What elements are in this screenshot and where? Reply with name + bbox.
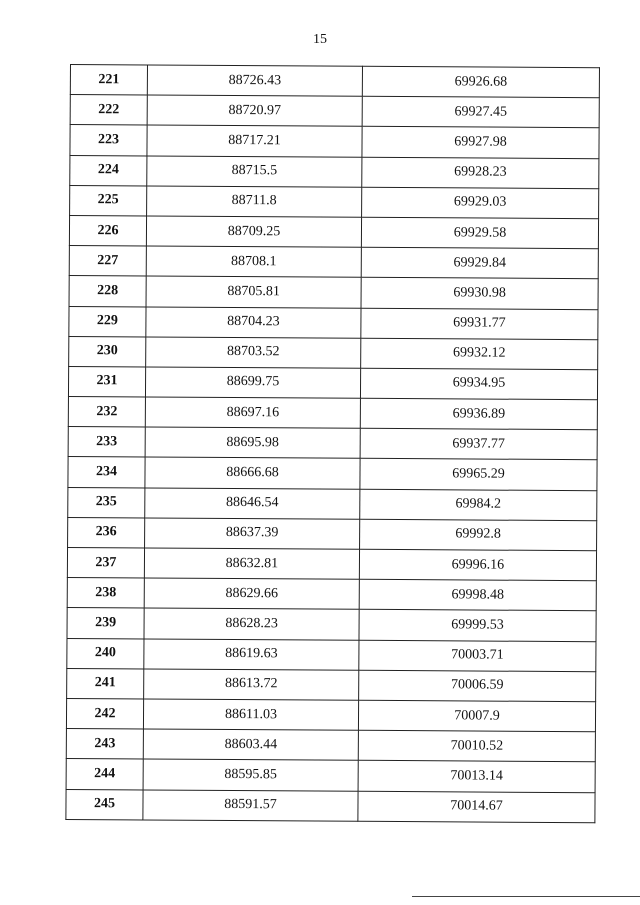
y-coordinate-cell: 69996.16 xyxy=(359,549,596,581)
x-coordinate-cell: 88720.97 xyxy=(147,95,362,127)
y-coordinate-cell: 69929.03 xyxy=(362,187,599,219)
table-row xyxy=(69,215,598,248)
y-coordinate-cell: 69992.8 xyxy=(360,519,597,551)
x-coordinate-cell: 88704.23 xyxy=(146,306,361,338)
table-row xyxy=(69,276,598,309)
y-coordinate-cell: 69927.98 xyxy=(362,127,599,159)
x-coordinate-cell: 88611.03 xyxy=(143,699,358,731)
y-coordinate-cell: 69936.89 xyxy=(360,398,597,430)
y-coordinate-cell: 69930.98 xyxy=(361,278,598,310)
y-coordinate-cell: 70007.9 xyxy=(358,700,595,732)
table-row xyxy=(66,759,595,792)
y-coordinate-cell: 69998.48 xyxy=(359,579,596,611)
point-number-cell: 244 xyxy=(66,759,143,790)
point-number-cell: 227 xyxy=(69,246,146,277)
point-number-cell: 229 xyxy=(69,306,146,337)
y-coordinate-cell: 69934.95 xyxy=(360,368,597,400)
table-row xyxy=(70,95,599,128)
x-coordinate-cell: 88711.8 xyxy=(147,186,362,218)
x-coordinate-cell: 88666.68 xyxy=(145,457,360,489)
y-coordinate-cell: 70010.52 xyxy=(358,730,595,762)
table-row xyxy=(67,638,596,671)
y-coordinate-cell: 69965.29 xyxy=(360,459,597,491)
point-number-cell: 232 xyxy=(68,397,145,428)
x-coordinate-cell: 88715.5 xyxy=(147,156,362,188)
x-coordinate-cell: 88619.63 xyxy=(144,639,359,671)
point-number-cell: 228 xyxy=(69,276,146,307)
table-row xyxy=(68,427,597,460)
point-number-cell: 240 xyxy=(67,638,144,669)
y-coordinate-cell: 69928.23 xyxy=(362,157,599,189)
point-number-cell: 233 xyxy=(68,427,145,458)
x-coordinate-cell: 88646.54 xyxy=(145,488,360,520)
x-coordinate-cell: 88613.72 xyxy=(144,669,359,701)
point-number-cell: 235 xyxy=(68,487,145,518)
x-coordinate-cell: 88717.21 xyxy=(147,125,362,157)
point-number-cell: 224 xyxy=(70,155,147,186)
y-coordinate-cell: 69999.53 xyxy=(359,610,596,642)
point-number-cell: 222 xyxy=(70,95,147,126)
x-coordinate-cell: 88591.57 xyxy=(143,789,358,821)
point-number-cell: 236 xyxy=(68,517,145,548)
point-number-cell: 241 xyxy=(67,668,144,699)
point-number-cell: 239 xyxy=(67,608,144,639)
y-coordinate-cell: 69927.45 xyxy=(362,96,599,128)
table-row xyxy=(68,397,597,430)
y-coordinate-cell: 69937.77 xyxy=(360,429,597,461)
point-number-cell: 243 xyxy=(66,729,143,760)
table-row xyxy=(70,125,599,158)
y-coordinate-cell: 69929.58 xyxy=(361,217,598,249)
x-coordinate-cell: 88637.39 xyxy=(145,518,360,550)
table-row xyxy=(67,608,596,641)
x-coordinate-cell: 88629.66 xyxy=(144,578,359,610)
x-coordinate-cell: 88595.85 xyxy=(143,759,358,791)
y-coordinate-cell: 69929.84 xyxy=(361,247,598,279)
x-coordinate-cell: 88628.23 xyxy=(144,608,359,640)
point-number-cell: 234 xyxy=(68,457,145,488)
x-coordinate-cell: 88632.81 xyxy=(144,548,359,580)
y-coordinate-cell: 69932.12 xyxy=(361,338,598,370)
page-number: 15 xyxy=(313,32,327,47)
y-coordinate-cell: 69984.2 xyxy=(360,489,597,521)
table-row xyxy=(69,306,598,339)
table-row xyxy=(70,155,599,188)
point-number-cell: 226 xyxy=(69,215,146,246)
table-row xyxy=(66,789,595,822)
y-coordinate-cell: 70014.67 xyxy=(358,791,595,823)
y-coordinate-cell: 69926.68 xyxy=(362,66,599,98)
y-coordinate-cell: 70006.59 xyxy=(359,670,596,702)
table-row xyxy=(68,366,597,399)
table-row xyxy=(66,698,595,731)
scan-edge-line xyxy=(412,896,640,897)
point-number-cell: 237 xyxy=(67,547,144,578)
x-coordinate-cell: 88726.43 xyxy=(147,65,362,97)
table-row xyxy=(68,457,597,490)
table-row xyxy=(68,517,597,550)
point-number-cell: 245 xyxy=(66,789,143,820)
x-coordinate-cell: 88699.75 xyxy=(145,367,360,399)
point-number-cell: 223 xyxy=(70,125,147,156)
table-row xyxy=(68,487,597,520)
x-coordinate-cell: 88709.25 xyxy=(146,216,361,248)
point-number-cell: 238 xyxy=(67,578,144,609)
x-coordinate-cell: 88695.98 xyxy=(145,427,360,459)
x-coordinate-cell: 88708.1 xyxy=(146,246,361,278)
y-coordinate-cell: 69931.77 xyxy=(361,308,598,340)
point-number-cell: 230 xyxy=(69,336,146,367)
x-coordinate-cell: 88705.81 xyxy=(146,276,361,308)
table-row xyxy=(70,185,599,218)
table-row xyxy=(70,65,599,98)
point-number-cell: 231 xyxy=(68,366,145,397)
table-row xyxy=(66,729,595,762)
x-coordinate-cell: 88603.44 xyxy=(143,729,358,761)
x-coordinate-cell: 88703.52 xyxy=(146,337,361,369)
point-number-cell: 242 xyxy=(66,698,143,729)
table-row xyxy=(69,246,598,279)
coordinates-table-container xyxy=(65,64,596,823)
coordinates-table-body xyxy=(66,65,600,823)
y-coordinate-cell: 70013.14 xyxy=(358,761,595,793)
table-row xyxy=(67,668,596,701)
coordinates-table xyxy=(65,64,600,823)
y-coordinate-cell: 70003.71 xyxy=(359,640,596,672)
point-number-cell: 221 xyxy=(70,65,147,96)
table-row xyxy=(67,547,596,580)
table-row xyxy=(67,578,596,611)
table-row xyxy=(69,336,598,369)
x-coordinate-cell: 88697.16 xyxy=(145,397,360,429)
point-number-cell: 225 xyxy=(70,185,147,216)
